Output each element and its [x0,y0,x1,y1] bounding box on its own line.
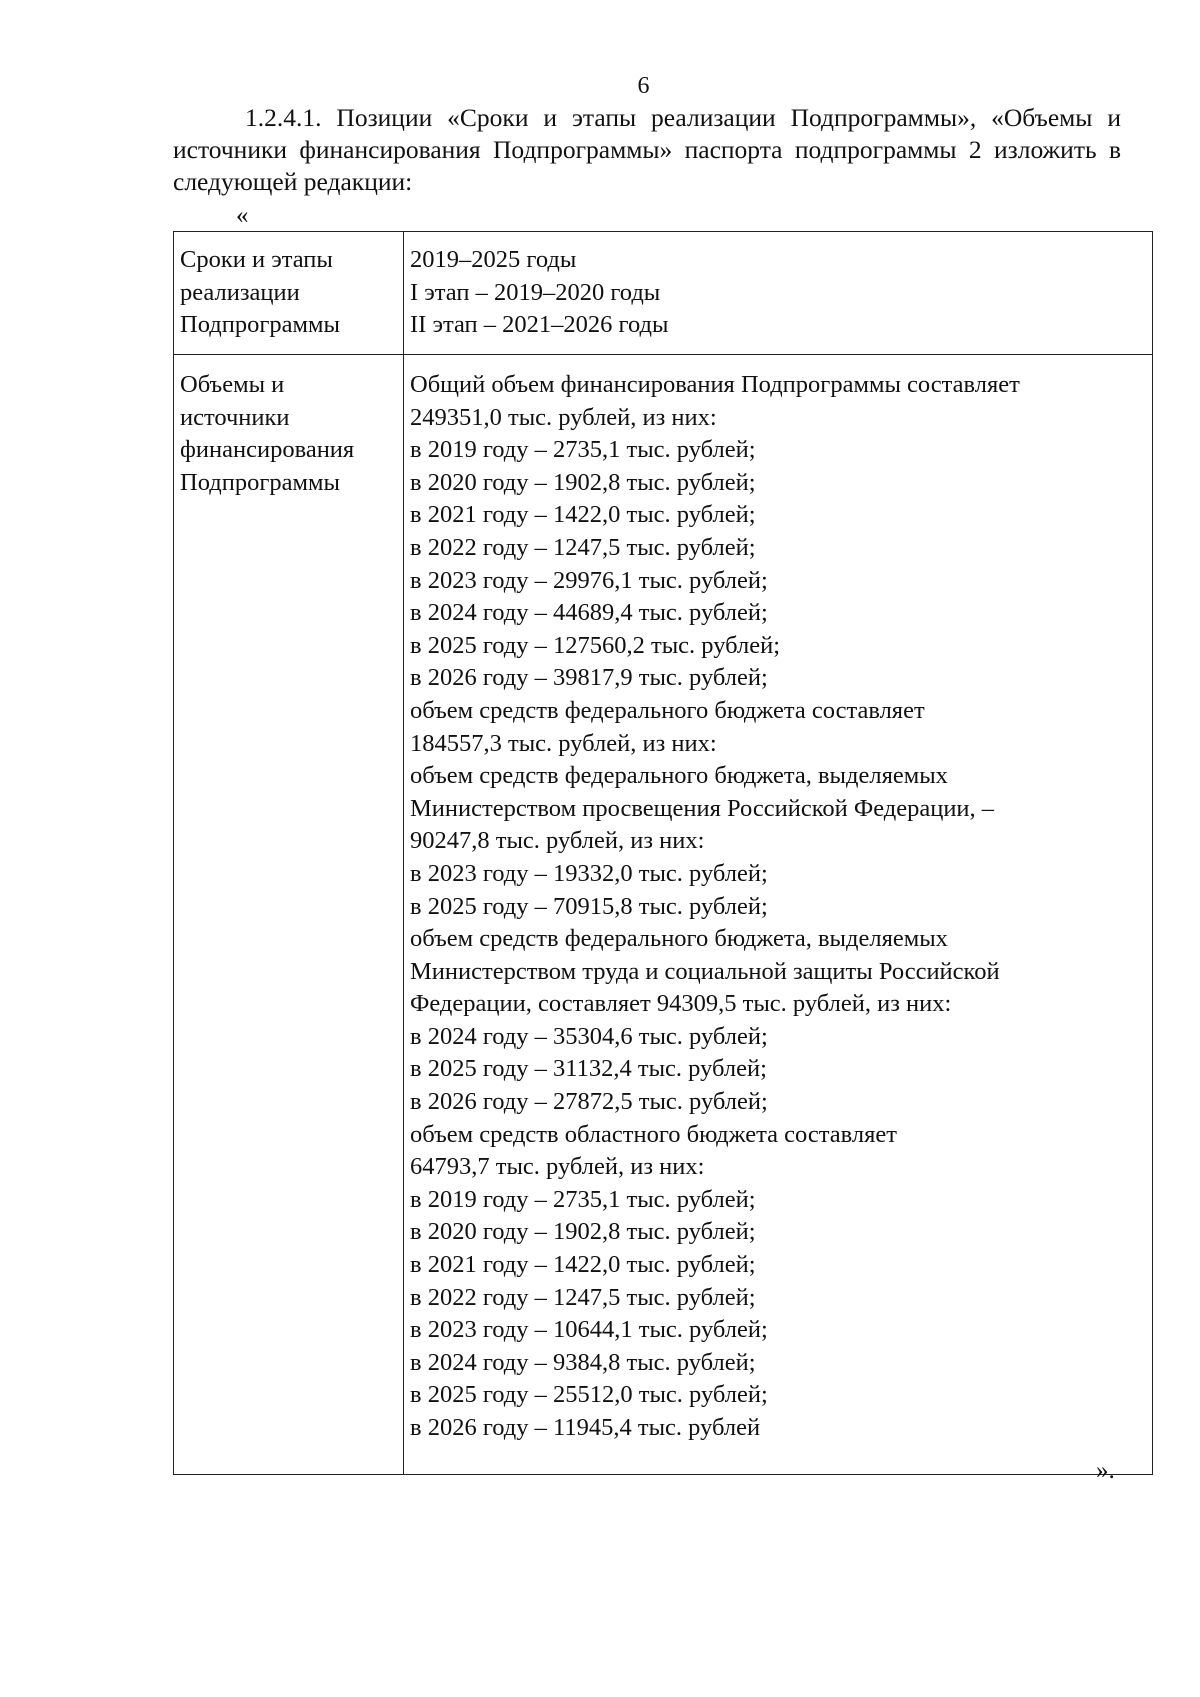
timeline-value-cell [404,232,1153,355]
intro-paragraph: 1.2.4.1. Позиции «Сроки и этапы реализации Подпрограммы», «Объемы и источники финансирования Подпрограммы» паспорта подпрограммы 2 изложить в следующей редакции: [173,103,1121,196]
funding-value-line: объем средств федерального бюджета, выделяемых [410,925,948,953]
funding-value-line: Федерации, составляет 94309,5 тыс. рублей, из них: [410,990,952,1018]
passport-table [173,231,1153,1475]
funding-value-line: в 2026 году – 39817,9 тыс. рублей; [410,664,768,692]
funding-value-line: 184557,3 тыс. рублей, из них: [410,729,717,757]
funding-value-cell [404,355,1153,1475]
funding-value-line: в 2026 году – 11945,4 тыс. рублей [410,1414,761,1441]
funding-value-line: Министерством труда и социальной защиты Российской [410,957,1000,985]
funding-value-line: 249351,0 тыс. рублей, из них: [410,403,717,431]
funding-value-line: в 2021 году – 1422,0 тыс. рублей; [410,501,756,529]
funding-value-line: в 2020 году – 1902,8 тыс. рублей; [410,1218,756,1246]
funding-value-line: в 2022 году – 1247,5 тыс. рублей; [410,1283,756,1311]
funding-value-line: в 2023 году – 10644,1 тыс. рублей; [410,1316,768,1344]
funding-label-line: Объемы и [180,371,285,398]
funding-value-line: в 2022 году – 1247,5 тыс. рублей; [410,533,756,561]
page-number: 6 [637,73,650,99]
timeline-label-line: Сроки и этапы [180,246,333,273]
funding-value-line: в 2025 году – 127560,2 тыс. рублей; [410,631,781,659]
timeline-label-cell [174,232,404,355]
timeline-value-line: I этап – 2019–2020 годы [410,278,661,306]
funding-value-line: Общий объем финансирования Подпрограммы составляет [410,371,1020,398]
opening-quote-mark: « [236,202,249,229]
funding-value-line: в 2019 году – 2735,1 тыс. рублей; [410,436,756,464]
funding-label-line: финансирования [180,436,355,464]
funding-label-line: источники [180,403,290,431]
timeline-label-line: реализации [180,278,300,306]
funding-value-line: в 2025 году – 70915,8 тыс. рублей; [410,892,768,920]
closing-quote-mark: ». [1096,1457,1115,1484]
funding-value-line: в 2024 году – 35304,6 тыс. рублей; [410,1022,768,1050]
funding-value-line: в 2025 году – 25512,0 тыс. рублей; [410,1381,768,1409]
funding-value-line: объем средств федерального бюджета, выделяемых [410,762,948,790]
funding-label-line: Подпрограммы [180,468,340,496]
funding-value-line: в 2024 году – 9384,8 тыс. рублей; [410,1348,756,1376]
funding-value-line: Министерством просвещения Российской Федерации, – [410,794,995,822]
funding-value-line: в 2024 году – 44689,4 тыс. рублей; [410,599,768,627]
timeline-label-line: Подпрограммы [180,311,340,339]
funding-value-line: в 2026 году – 27872,5 тыс. рублей; [410,1088,768,1116]
funding-value-line: в 2023 году – 19332,0 тыс. рублей; [410,859,768,887]
funding-value-line: объем средств областного бюджета составляет [410,1120,897,1148]
timeline-value-line: II этап – 2021–2026 годы [410,311,669,339]
funding-value-line: в 2020 году – 1902,8 тыс. рублей; [410,468,756,496]
table-row-funding [174,355,1153,1475]
funding-value-line: в 2023 году – 29976,1 тыс. рублей; [410,566,768,594]
funding-label-cell [174,355,404,1475]
funding-value-line: 64793,7 тыс. рублей, из них: [410,1153,705,1181]
funding-value-line: в 2025 году – 31132,4 тыс. рублей; [410,1055,767,1083]
funding-value-line: в 2019 году – 2735,1 тыс. рублей; [410,1185,756,1213]
timeline-value-line: 2019–2025 годы [410,246,577,273]
funding-value-line: 90247,8 тыс. рублей, из них: [410,827,705,855]
funding-value-line: объем средств федерального бюджета составляет [410,696,925,724]
table-row-timeline [174,232,1153,355]
funding-value-line: в 2021 году – 1422,0 тыс. рублей; [410,1251,756,1279]
